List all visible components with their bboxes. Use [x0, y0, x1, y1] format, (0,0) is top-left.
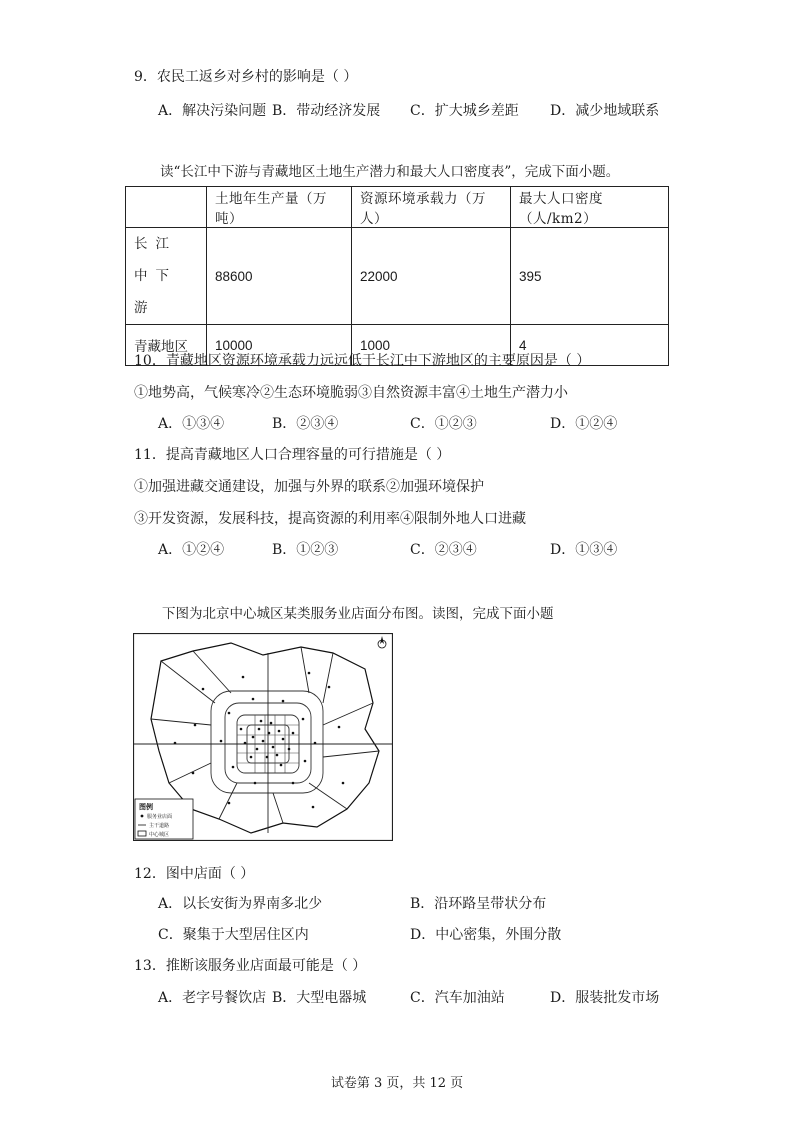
map-legend-center: 中心城区 — [149, 832, 170, 838]
table-cell-production: 88600 — [207, 228, 352, 325]
map-legend-stores: 服务业店面 — [147, 814, 173, 820]
q10-option-a: A．①③④ — [158, 416, 225, 432]
q12-option-b: B．沿环路呈带状分布 — [410, 896, 547, 912]
page-footer: 试卷第 3 页，共 12 页 — [330, 1076, 464, 1091]
q13-stem: 13．推断该服务业店面最可能是（ ） — [134, 958, 367, 974]
q10-stem: 10．青藏地区资源环境承载力远远低于长江中下游地区的主要原因是（ ） — [134, 353, 591, 369]
table-cell-capacity: 1000 — [352, 325, 511, 366]
map-legend-roads: 主干道路 — [149, 823, 170, 829]
table-cell-region: 青藏地区 — [126, 325, 207, 366]
table-row — [126, 228, 669, 325]
map-legend-title: 图例 — [139, 803, 153, 811]
table-cell-region: 长江中下游 — [126, 228, 207, 325]
beijing-store-map — [133, 633, 393, 841]
table-cell-density: 395 — [511, 228, 669, 325]
q13-option-d: D．服装批发市场 — [550, 990, 660, 1006]
q11-option-a: A．①②④ — [158, 542, 225, 558]
q10-option-d: D．①②④ — [550, 416, 618, 432]
table-intro: 读“长江中下游与青藏地区土地生产潜力和最大人口密度表”，完成下面小题。 — [160, 164, 620, 180]
q10-choices: ①地势高，气候寒冷②生态环境脆弱③自然资源丰富④土地生产潜力小 — [134, 385, 568, 401]
q12-stem: 12．图中店面（ ） — [134, 866, 255, 882]
table-header-production: 土地年生产量（万吨） — [207, 187, 352, 228]
q11-stem: 11．提高青藏地区人口合理容量的可行措施是（ ） — [134, 447, 451, 463]
q11-choices-2: ③开发资源，发展科技，提高资源的利用率④限制外地人口进藏 — [134, 511, 526, 527]
table-header-row — [126, 187, 669, 228]
q9-option-d: D．减少地域联系 — [550, 103, 660, 119]
table-header-blank — [126, 187, 207, 228]
q9-option-b: B．带动经济发展 — [272, 103, 381, 119]
q11-choices-1: ①加强进藏交通建设，加强与外界的联系②加强环境保护 — [134, 479, 484, 495]
q12-option-d: D．中心密集，外围分散 — [410, 927, 562, 943]
q9-option-c: C．扩大城乡差距 — [410, 103, 519, 119]
density-table — [125, 186, 669, 366]
q12-option-c: C．聚集于大型居住区内 — [158, 927, 309, 943]
q13-option-a: A．老字号餐饮店 — [158, 990, 267, 1006]
table-header-capacity: 资源环境承载力（万人） — [352, 187, 511, 228]
q11-option-d: D．①③④ — [550, 542, 618, 558]
table-cell-density: 4 — [511, 325, 669, 366]
table-cell-production: 10000 — [207, 325, 352, 366]
q10-option-b: B．②③④ — [272, 416, 339, 432]
q10-option-c: C．①②③ — [410, 416, 477, 432]
q11-option-b: B．①②③ — [272, 542, 339, 558]
q11-option-c: C．②③④ — [410, 542, 477, 558]
q9-stem: 9．农民工返乡对乡村的影响是（ ） — [134, 69, 358, 85]
q13-option-b: B．大型电器城 — [272, 990, 367, 1006]
table-cell-capacity: 22000 — [352, 228, 511, 325]
table-header-density: 最大人口密度（人/km2） — [511, 187, 669, 228]
map-intro: 下图为北京中心城区某类服务业店面分布图。读图，完成下面小题 — [162, 606, 554, 622]
q12-option-a: A．以长安街为界南多北少 — [158, 896, 323, 912]
q13-option-c: C．汽车加油站 — [410, 990, 505, 1006]
q9-option-a: A．解决污染问题 — [158, 103, 267, 119]
